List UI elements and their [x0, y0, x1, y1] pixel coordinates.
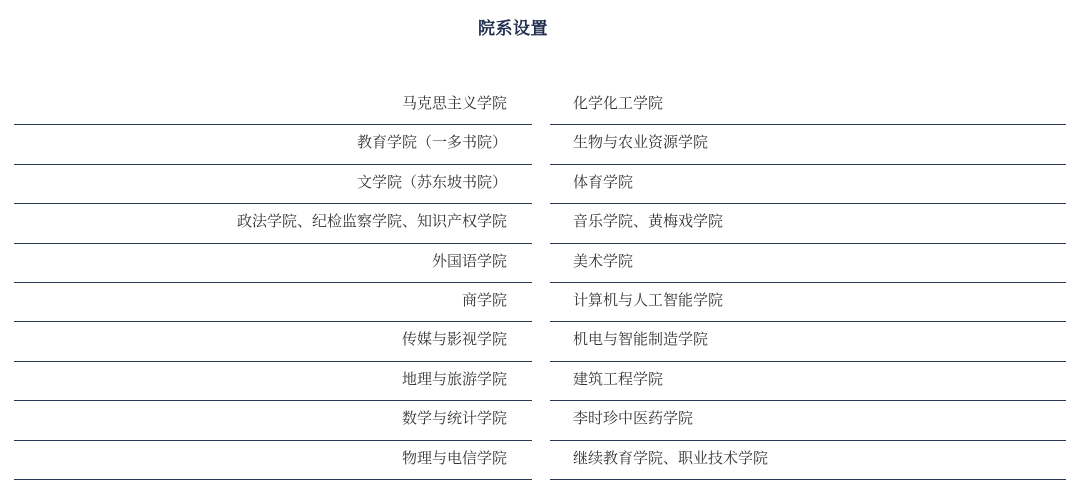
department-list-right	[550, 86, 1066, 480]
department-item: 李时珍中医药学院	[550, 401, 1066, 440]
department-item: 物理与电信学院	[14, 441, 532, 480]
department-item: 美术学院	[550, 244, 1066, 283]
department-item: 传媒与影视学院	[14, 322, 532, 361]
page-title: 院系设置	[478, 19, 548, 39]
department-item: 音乐学院、黄梅戏学院	[550, 204, 1066, 243]
department-item: 数学与统计学院	[14, 401, 532, 440]
department-item: 文学院（苏东坡书院）	[14, 165, 532, 204]
department-list-left	[14, 86, 532, 480]
department-item: 政法学院、纪检监察学院、知识产权学院	[14, 204, 532, 243]
department-item: 教育学院（一多书院）	[14, 125, 532, 164]
department-item: 生物与农业资源学院	[550, 125, 1066, 164]
department-item: 马克思主义学院	[14, 86, 532, 125]
department-item: 商学院	[14, 283, 532, 322]
department-item: 计算机与人工智能学院	[550, 283, 1066, 322]
department-item: 继续教育学院、职业技术学院	[550, 441, 1066, 480]
department-item: 建筑工程学院	[550, 362, 1066, 401]
department-item: 体育学院	[550, 165, 1066, 204]
department-item: 化学化工学院	[550, 86, 1066, 125]
department-item: 外国语学院	[14, 244, 532, 283]
department-item: 地理与旅游学院	[14, 362, 532, 401]
department-item: 机电与智能制造学院	[550, 322, 1066, 361]
